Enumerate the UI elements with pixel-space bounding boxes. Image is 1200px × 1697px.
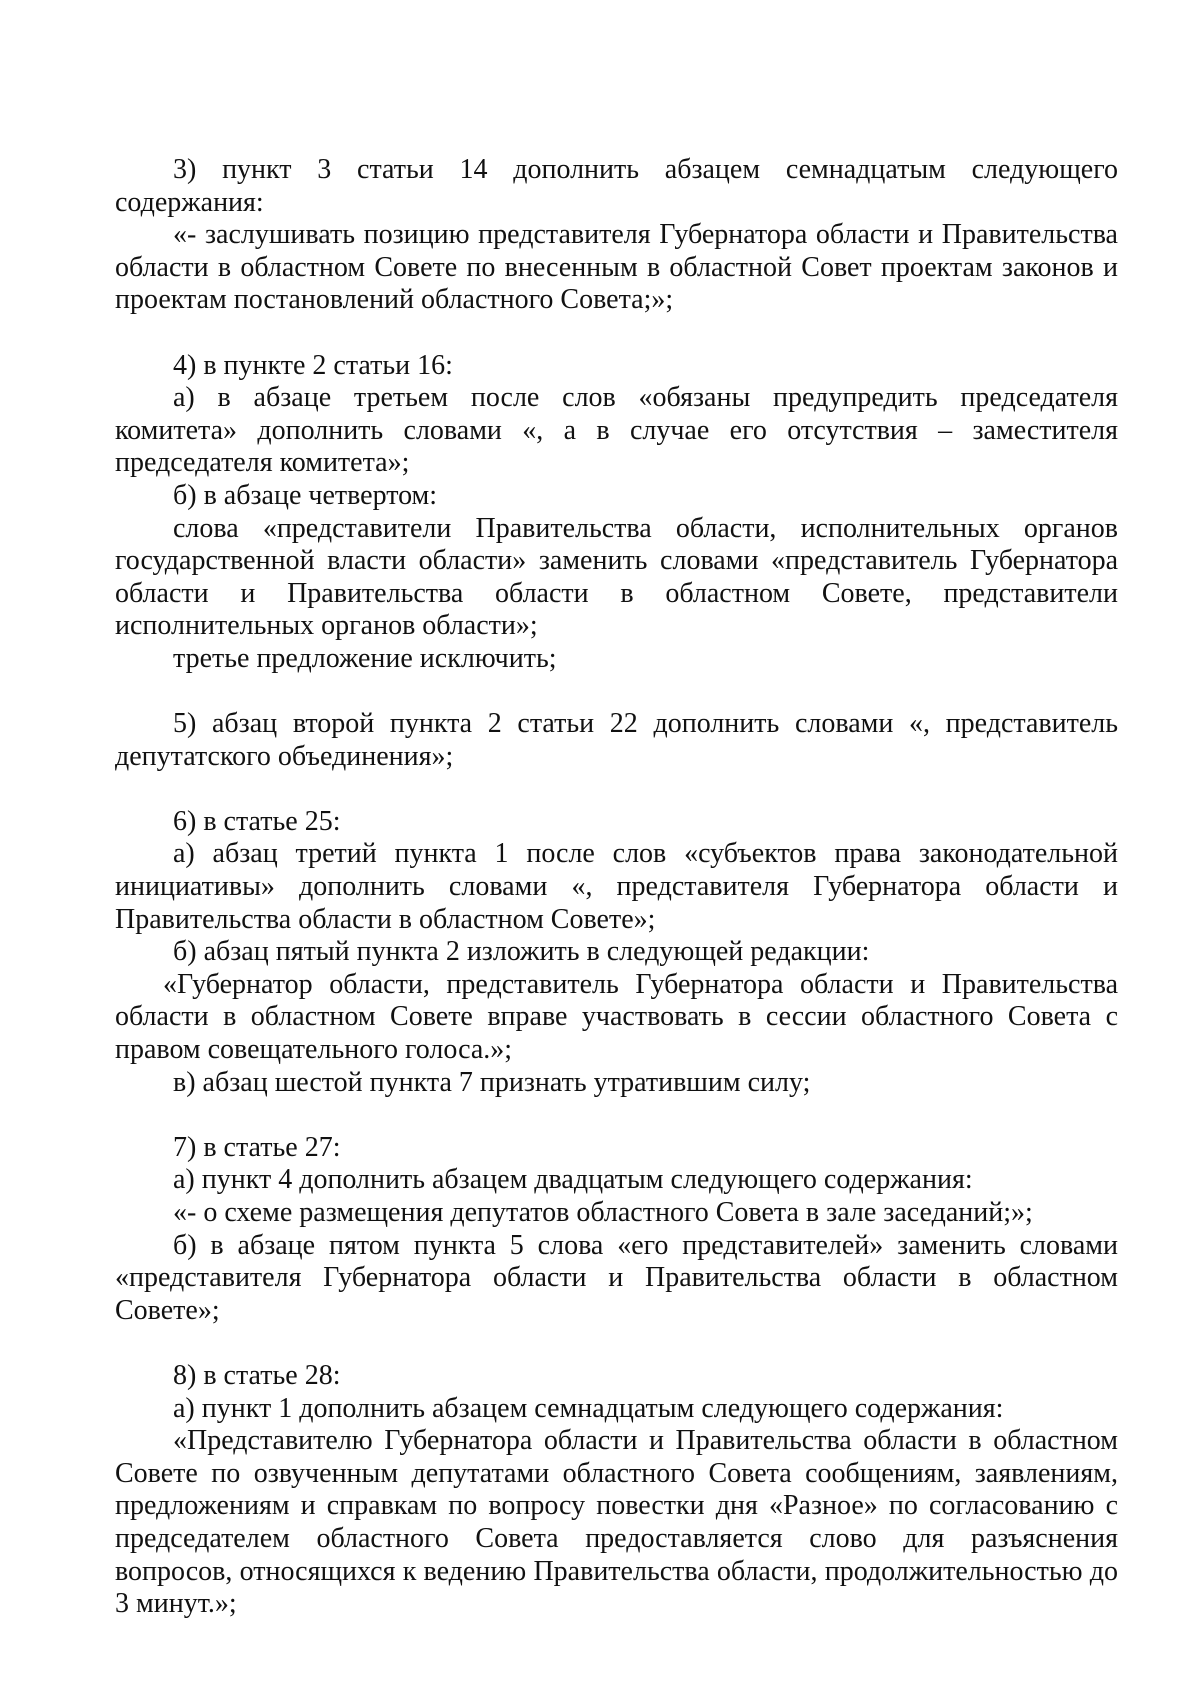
paragraph-gap (115, 1327, 1118, 1360)
quote-paragraph: «- о схеме размещения депутатов областного Совета в зале заседаний;»; (173, 1197, 1033, 1228)
subparagraph-a: а) пункт 4 дополнить абзацем двадцатым следующего содержания: (173, 1164, 973, 1196)
quote-paragraph: «Представителю Губернатора области и Правительства области в областном Совете по озвученным депутатами областного Совета сообщениям, заявлениям, предложениям и справкам по вопросу повестки дня «Разное» по согласованию с председателем областного Совета предоставляется слово для разъяснения вопросов, относящихся к ведению Правительства области, продолжительностью до 3 минут.»; (115, 1425, 1118, 1620)
paragraph-item-8: 8) в статье 28: (173, 1359, 341, 1391)
paragraph-gap (115, 773, 1118, 806)
subparagraph-v: в) абзац шестой пункта 7 признать утратившим силу; (173, 1066, 811, 1098)
quote-paragraph: «Губернатор области, представитель Губернатора области и Правительства области в областном Совете вправе участвовать в сессии областного Совета с правом совещательного голоса.»; (115, 968, 1118, 1066)
paragraph-item-7: 7) в статье 27: (173, 1131, 341, 1163)
subparagraph-b: б) абзац пятый пункта 2 изложить в следующей редакции: (173, 936, 870, 968)
subparagraph-a: а) в абзаце третьем после слов «обязаны предупредить председателя комитета» дополнить словами «, а в случае его отсутствия – заместителя председателя комитета»; (115, 382, 1118, 479)
paragraph-item-5: 5) абзац второй пункта 2 статьи 22 дополнить словами «, представитель депутатского объединения»; (115, 708, 1118, 772)
subparagraph-a: а) пункт 1 дополнить абзацем семнадцатым следующего содержания: (173, 1392, 1004, 1424)
paragraph-item-4: 4) в пункте 2 статьи 16: (173, 349, 453, 381)
paragraph-gap (115, 1099, 1118, 1132)
sentence-exclusion-paragraph: третье предложение исключить; (173, 642, 557, 674)
paragraph-gap (115, 317, 1118, 350)
words-replacement-paragraph: слова «представители Правительства области, исполнительных органов государственной власти области» заменить словами «представитель Губернатора области и Правительства области в областном Совете, представители исполнительных органов области»; (115, 512, 1118, 642)
paragraph-gap (115, 676, 1118, 709)
paragraph-item-3: 3) пункт 3 статьи 14 дополнить абзацем семнадцатым следующего содержания: (115, 154, 1118, 218)
subparagraph-b: б) в абзаце четвертом: (173, 479, 438, 511)
quote-paragraph: «- заслушивать позицию представителя Губернатора области и Правительства области в областном Совете по внесенным в областной Совет проектам законов и проектам постановлений областного Совета;»; (115, 219, 1118, 316)
document-page (115, 154, 1118, 1621)
subparagraph-b: б) в абзаце пятом пункта 5 слова «его представителей» заменить словами «представителя Губернатора области и Правительства области в областном Совете»; (115, 1229, 1118, 1326)
paragraph-item-6: 6) в статье 25: (173, 805, 341, 837)
subparagraph-a: а) абзац третий пункта 1 после слов «субъектов права законодательной инициативы» дополнить словами «, представителя Губернатора области и Правительства области в областном Совете»; (115, 838, 1118, 935)
